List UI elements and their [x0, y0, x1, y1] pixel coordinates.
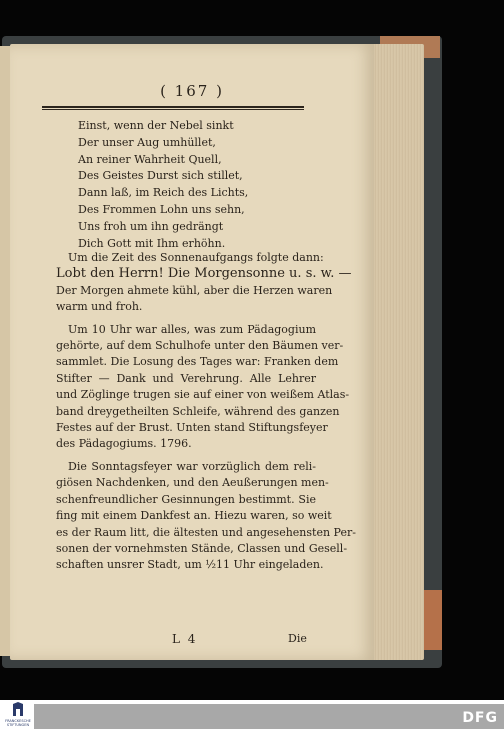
paragraph-2 [56, 322, 350, 453]
text-line: Festes auf der Brust. Unten stand Stiftungsfeyer [56, 421, 328, 435]
poem-line: Der unser Aug umhüllet, [78, 135, 216, 149]
poem-line: Uns froh um ihn gedrängt [78, 219, 224, 233]
poem-line: An reiner Wahrheit Quell, [78, 152, 222, 166]
text-line: warm und froh. [56, 300, 143, 314]
header-rule [42, 106, 304, 110]
text-line: sonen der vornehmsten Stände, Classen und Gesell- [56, 541, 348, 555]
poem-line: Einst, wenn der Nebel sinkt [78, 119, 234, 132]
text-line: es der Raum litt, die ältesten und angesehensten Per- [56, 525, 356, 539]
page-number: ( 167 ) [160, 82, 224, 100]
poem-line: Dann laß, im Reich des Lichts, [78, 186, 249, 200]
institution-crest-icon [4, 702, 32, 718]
text-line: band dreygetheilten Schleife, während des ganzen [56, 404, 340, 418]
text-line: Um 10 Uhr war alles, was zum Pädagogium [68, 322, 316, 336]
text-line: Lobt den Herrn! Die Morgensonne u. s. w. — [56, 266, 352, 282]
poem-line: Des Frommen Lohn uns sehn, [78, 202, 245, 216]
foundation-logo[interactable] [4, 702, 32, 729]
poem-line: Dich Gott mit Ihm erhöhn. [78, 236, 226, 250]
paragraph-3 [56, 459, 356, 574]
footer-bar [34, 704, 504, 729]
text-line: giösen Nachdenken, und den Aeußerungen men- [56, 476, 329, 490]
text-line: Der Morgen ahmete kühl, aber die Herzen waren [56, 283, 333, 297]
text-line: schenfreundlicher Gesinnungen bestimmt. Sie [56, 492, 316, 506]
poem-line: Des Geistes Durst sich stillet, [78, 169, 243, 183]
dfg-logo[interactable]: DFG [462, 710, 498, 726]
page-stack [368, 44, 424, 660]
text-line: gehörte, auf dem Schulhofe unter den Bäumen ver- [56, 339, 344, 353]
text-line: fing mit einem Dankfest an. Hiezu waren, so weit [56, 509, 332, 523]
signature-mark: L 4 [172, 632, 198, 646]
viewer-footer [0, 700, 504, 731]
poem-block [78, 118, 248, 252]
text-line: des Pädagogiums. 1796. [56, 437, 192, 451]
text-line: Um die Zeit des Sonnenaufgangs folgte dann: [68, 251, 324, 264]
text-line: und Zöglinge trugen sie auf einer von weißem Atlas- [56, 388, 350, 402]
text-line: Stifter — Dank und Verehrung. Alle Lehrer [56, 371, 316, 385]
text-line: Die Sonntagsfeyer war vorzüglich dem reli- [68, 459, 316, 473]
text-line: schaften unsrer Stadt, um ½11 Uhr eingeladen. [56, 558, 324, 572]
paragraph-1 [56, 250, 352, 316]
text-line: sammlet. Die Losung des Tages war: Franken dem [56, 355, 339, 369]
body-text [56, 250, 356, 580]
catchword: Die [288, 632, 307, 645]
logo-text: FRANCKESCHE STIFTUNGEN [5, 719, 31, 727]
book-page [10, 44, 374, 660]
